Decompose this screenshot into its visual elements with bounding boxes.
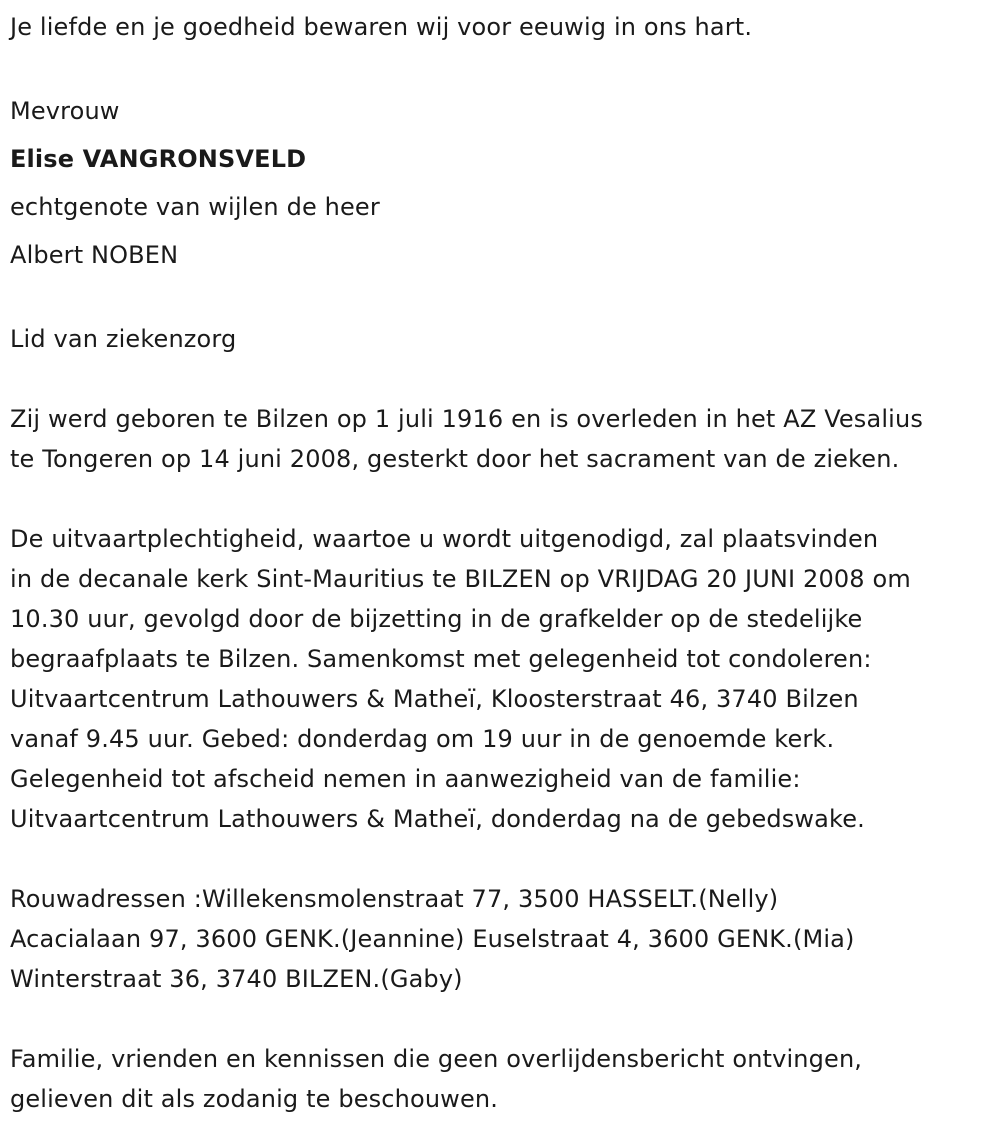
closing-line: gelieven dit als zodanig te beschouwen. <box>10 1085 499 1113</box>
ceremony-line: 10.30 uur, gevolgd door de bijzetting in de grafkelder op de stedelijke <box>10 605 863 633</box>
ceremony-line: Uitvaartcentrum Lathouwers & Matheï, Kloosterstraat 46, 3740 Bilzen <box>10 685 859 713</box>
ceremony-line: De uitvaartplechtigheid, waartoe u wordt uitgenodigd, zal plaatsvinden <box>10 525 879 553</box>
birth-death-line: Zij werd geboren te Bilzen op 1 juli 1916 en is overleden in het AZ Vesalius <box>10 405 923 433</box>
address-line: Winterstraat 36, 3740 BILZEN.(Gaby) <box>10 965 463 993</box>
deceased-name: Elise VANGRONSVELD <box>10 145 307 173</box>
address-line: Acacialaan 97, 3600 GENK.(Jeannine) Euselstraat 4, 3600 GENK.(Mia) <box>10 925 855 953</box>
obituary-notice <box>10 7 995 1119</box>
membership-line: Lid van ziekenzorg <box>10 325 237 353</box>
relation-line: echtgenote van wijlen de heer <box>10 193 380 221</box>
address-line: Rouwadressen :Willekensmolenstraat 77, 3500 HASSELT.(Nelly) <box>10 885 779 913</box>
ceremony-line: vanaf 9.45 uur. Gebed: donderdag om 19 uur in de genoemde kerk. <box>10 725 835 753</box>
birth-death-line: te Tongeren op 14 juni 2008, gesterkt door het sacrament van de zieken. <box>10 445 900 473</box>
motto-line: Je liefde en je goedheid bewaren wij voor eeuwig in ons hart. <box>10 13 753 41</box>
ceremony-line: Gelegenheid tot afscheid nemen in aanwezigheid van de familie: <box>10 765 801 793</box>
ceremony-line: in de decanale kerk Sint-Mauritius te BILZEN op VRIJDAG 20 JUNI 2008 om <box>10 565 911 593</box>
closing-line: Familie, vrienden en kennissen die geen overlijdensbericht ontvingen, <box>10 1045 863 1073</box>
ceremony-line: Uitvaartcentrum Lathouwers & Matheï, donderdag na de gebedswake. <box>10 805 865 833</box>
ceremony-line: begraafplaats te Bilzen. Samenkomst met gelegenheid tot condoleren: <box>10 645 872 673</box>
salutation: Mevrouw <box>10 97 120 125</box>
spouse-name: Albert NOBEN <box>10 241 179 269</box>
